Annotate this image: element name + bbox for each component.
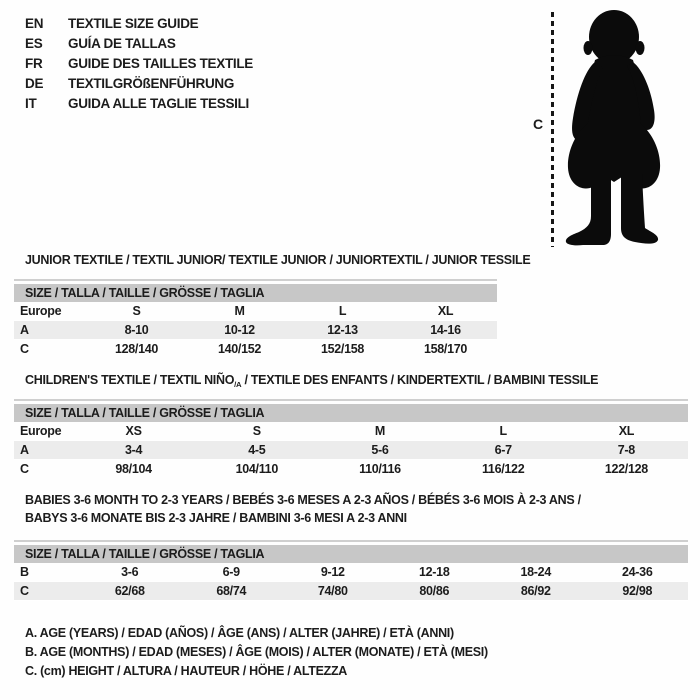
size-value-cell: M [374, 424, 386, 438]
row-label-cell: C [14, 581, 79, 601]
row-label-cell: C [20, 462, 29, 476]
size-table-header: SIZE / TALLA / TAILLE / GRÖSSE / TAGLIA [14, 545, 688, 563]
size-value-cell: 62/68 [79, 581, 181, 601]
size-table-row [14, 460, 688, 478]
section-title-text: JUNIOR TEXTILE / TEXTIL JUNIOR/ TEXTILE JUNIOR / JUNIORTEXTIL / JUNIOR TESSILE [25, 253, 531, 267]
size-table-row [14, 581, 688, 601]
size-value-cell: 140/152 [217, 342, 262, 356]
size-value-cell: 110/116 [359, 462, 401, 476]
section-title-children [25, 371, 598, 394]
size-table-row [14, 302, 497, 320]
language-label: GUIDE DES TAILLES TEXTILE [68, 56, 254, 71]
section-title-junior [25, 251, 530, 269]
size-value-cell: 3-4 [72, 440, 195, 460]
section-title-text: CHILDREN'S TEXTILE / TEXTIL NIÑO [25, 373, 235, 387]
size-table-header: SIZE / TALLA / TAILLE / GRÖSSE / TAGLIA [14, 404, 688, 422]
size-value-cell: 18-24 [520, 565, 551, 579]
section-title-text: / TEXTILE DES ENFANTS / KINDERTEXTIL / BAMBINI TESSILE [241, 373, 599, 387]
row-label-cell: A [14, 440, 72, 460]
size-value-cell: 4-5 [195, 440, 318, 460]
row-label-cell: Europe [20, 304, 62, 318]
size-table-row [14, 340, 497, 358]
babies-size-table [14, 545, 688, 601]
legend-note-c: C. (cm) HEIGHT / ALTURA / HAUTEUR / HÖHE / ALTEZZA [25, 664, 348, 678]
row-label-cell: A [14, 320, 85, 340]
row-label-cell: Europe [20, 424, 62, 438]
language-code: FR [25, 56, 43, 71]
section-title-babies [25, 491, 581, 527]
size-value-cell: S [252, 424, 261, 438]
section-title-line [25, 251, 530, 269]
size-value-cell: S [132, 304, 141, 318]
size-value-cell: 92/98 [587, 581, 689, 601]
junior-size-table [14, 284, 497, 358]
table-top-rule [14, 279, 497, 281]
size-value-cell: 7-8 [565, 440, 688, 460]
size-table-row [14, 440, 688, 460]
legend-note-b: B. AGE (MONTHS) / EDAD (MESES) / ÂGE (MOIS) / ALTER (MONATE) / ETÀ (MESI) [25, 645, 488, 659]
size-value-cell: 104/110 [235, 462, 278, 476]
size-value-cell: 116/122 [481, 462, 525, 476]
section-title-line [25, 371, 598, 394]
size-value-cell: L [499, 424, 507, 438]
section-title-line [25, 491, 581, 509]
size-value-cell: 5-6 [318, 440, 441, 460]
size-value-cell: 9-12 [320, 565, 345, 579]
size-value-cell: 152/158 [320, 342, 365, 356]
size-value-cell: 158/170 [423, 342, 468, 356]
size-value-cell: 8-10 [85, 320, 188, 340]
size-table-row [14, 422, 688, 440]
row-label-cell: C [20, 342, 29, 356]
size-value-cell: 3-6 [121, 565, 139, 579]
size-value-cell: 68/74 [181, 581, 283, 601]
size-value-cell: 128/140 [114, 342, 159, 356]
legend-notes [25, 624, 488, 681]
size-value-cell: XL [437, 304, 454, 318]
size-value-cell: 98/104 [115, 462, 152, 476]
size-value-cell: 12-18 [419, 565, 450, 579]
language-code: IT [25, 96, 37, 111]
section-title-text: BABIES 3-6 MONTH TO 2-3 YEARS / BEBÉS 3-6 MESES A 2-3 AÑOS / BÉBÉS 3-6 MOIS À 2-3 ANS / [25, 493, 581, 507]
height-dashed-line-icon [551, 12, 554, 247]
size-value-cell: 122/128 [604, 462, 648, 476]
language-label: TEXTILGRÖßENFÜHRUNG [68, 76, 235, 91]
size-value-cell: L [338, 304, 347, 318]
size-value-cell: XS [125, 424, 142, 438]
language-code: ES [25, 36, 43, 51]
size-value-cell: 6-7 [442, 440, 565, 460]
language-label: GUÍA DE TALLAS [68, 36, 176, 51]
size-value-cell: 24-36 [622, 565, 653, 579]
section-title-line [25, 509, 581, 527]
height-measure-figure [530, 4, 698, 252]
language-label: GUIDA ALLE TAGLIE TESSILI [68, 96, 249, 111]
size-value-cell: 86/92 [485, 581, 587, 601]
size-value-cell: 10-12 [188, 320, 291, 340]
size-value-cell: 14-16 [394, 320, 497, 340]
language-row [25, 14, 253, 34]
size-table-header: SIZE / TALLA / TAILLE / GRÖSSE / TAGLIA [14, 284, 497, 302]
language-row [25, 54, 253, 74]
size-value-cell: 74/80 [282, 581, 384, 601]
section-title-text: BABYS 3-6 MONATE BIS 2-3 JAHRE / BAMBINI 3-6 MESI A 2-3 ANNI [25, 511, 407, 525]
table-top-rule [14, 399, 688, 401]
table-top-rule [14, 540, 688, 542]
language-row [25, 34, 253, 54]
size-value-cell: XL [618, 424, 635, 438]
children-size-table [14, 404, 688, 478]
size-table-row [14, 320, 497, 340]
language-list [25, 14, 253, 114]
size-value-cell: M [234, 304, 245, 318]
size-value-cell: 6-9 [222, 565, 240, 579]
row-label-cell: B [20, 565, 29, 579]
height-marker-label: C [533, 116, 543, 132]
toddler-silhouette-icon [563, 6, 693, 246]
size-value-cell: 80/86 [384, 581, 486, 601]
legend-note-a: A. AGE (YEARS) / EDAD (AÑOS) / ÂGE (ANS) / ALTER (JAHRE) / ETÀ (ANNI) [25, 626, 454, 640]
language-label: TEXTILE SIZE GUIDE [68, 16, 199, 31]
language-code: DE [25, 76, 44, 91]
language-row [25, 94, 253, 114]
language-code: EN [25, 16, 44, 31]
section-title-text: /A [234, 380, 242, 389]
size-value-cell: 12-13 [291, 320, 394, 340]
size-table-row [14, 563, 688, 581]
language-row [25, 74, 253, 94]
